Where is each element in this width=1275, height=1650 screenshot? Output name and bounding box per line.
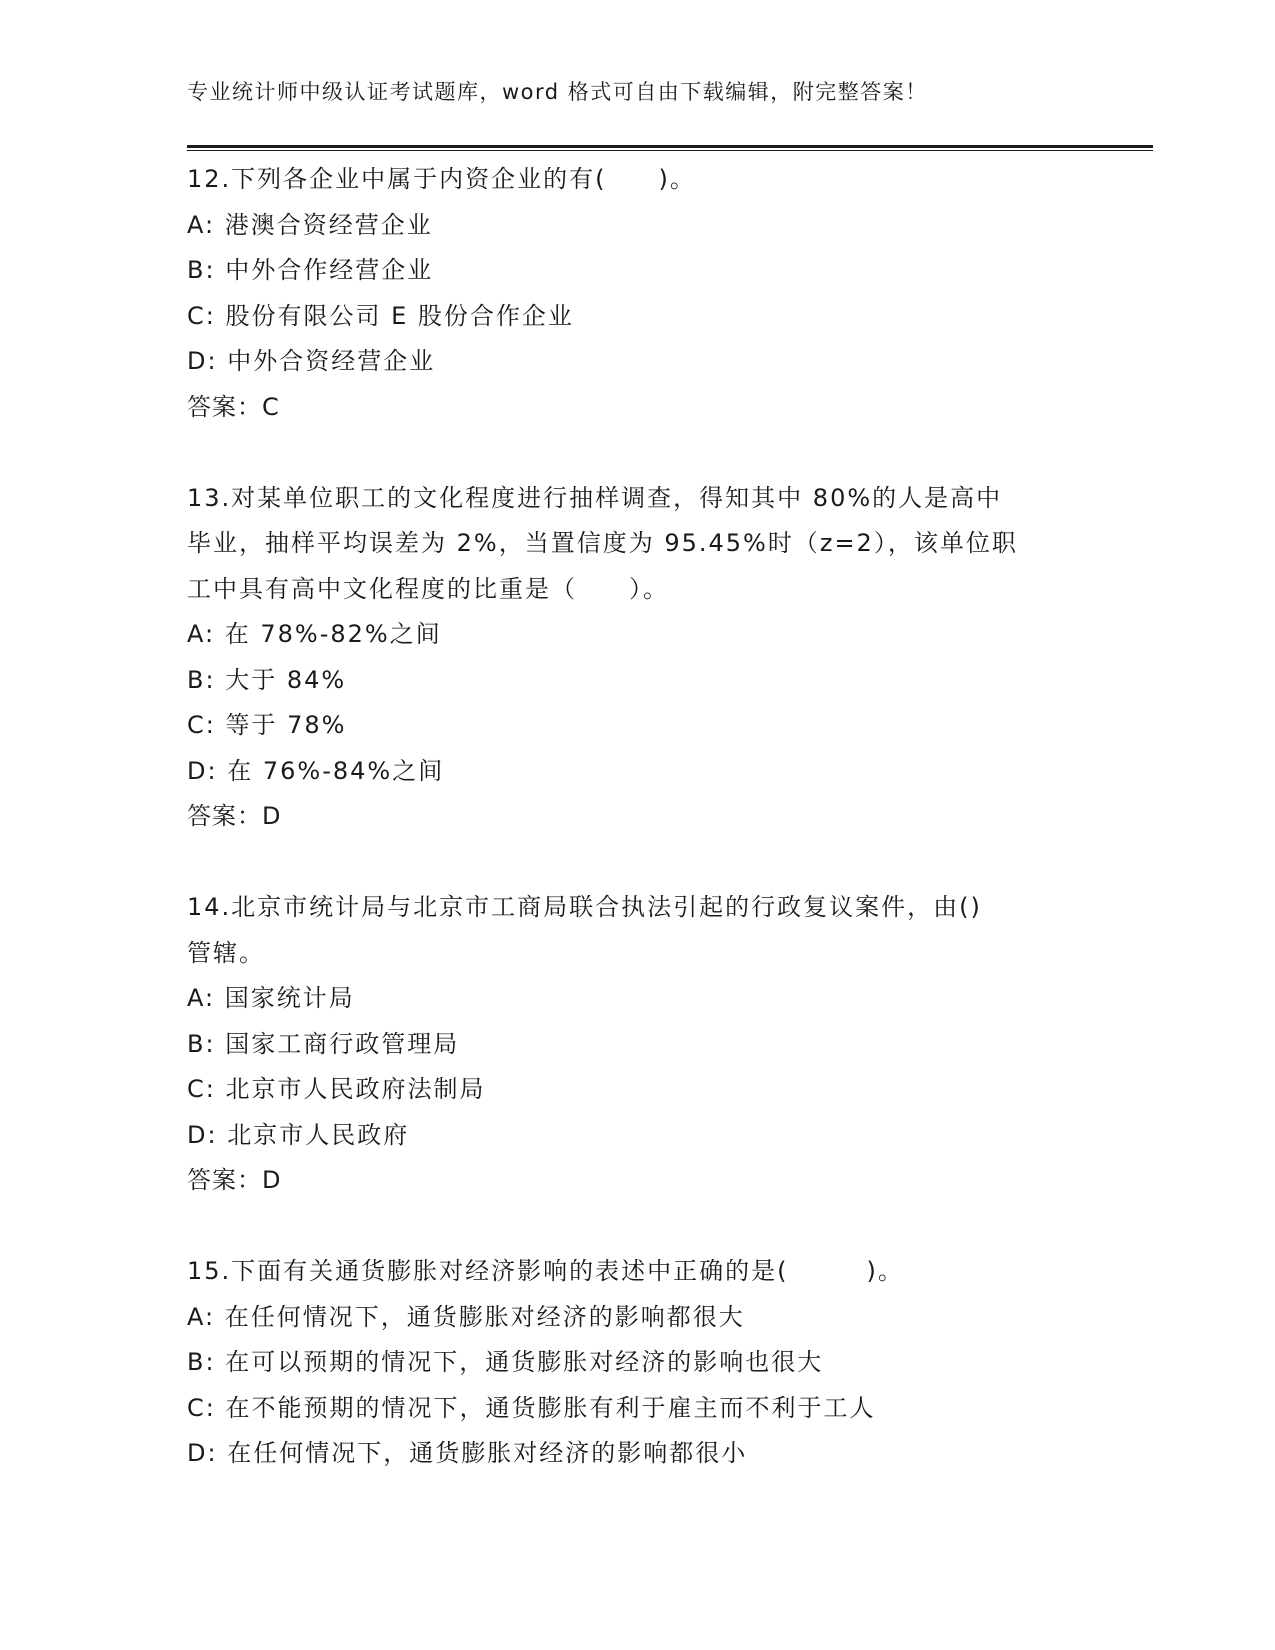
option-text: 在可以预期的情况下，通货膨胀对经济的影响也很大 (225, 1348, 824, 1376)
option-b (187, 248, 1087, 294)
option-d (187, 339, 1087, 385)
option-label: B: (187, 256, 216, 284)
question-14 (187, 885, 1087, 1204)
question-stem (187, 885, 1087, 976)
option-text: 股份有限公司 E 股份合作企业 (225, 301, 574, 330)
option-label: D: (187, 347, 218, 375)
option-text: 在 78%-82%之间 (224, 620, 442, 648)
option-text: 中外合作经营企业 (225, 256, 434, 284)
option-d (187, 1113, 1087, 1159)
option-text: 等于 78% (225, 711, 347, 739)
answer-label: 答案： (187, 802, 262, 830)
option-label: D: (187, 756, 218, 785)
option-b (187, 1022, 1087, 1068)
option-c (187, 294, 1087, 340)
option-b (187, 1340, 1087, 1386)
option-label: B: (187, 665, 216, 694)
option-text: 在 76%-84%之间 (227, 756, 445, 785)
option-label: D: (187, 1120, 218, 1149)
stem-line: 12.下列各企业中属于内资企业的有( )。 (187, 165, 696, 193)
option-text: 北京市人民政府 (227, 1120, 410, 1149)
option-text: 北京市人民政府法制局 (225, 1075, 486, 1103)
option-c (187, 1386, 1087, 1432)
answer-line (187, 1158, 1087, 1204)
option-label: D: (187, 1439, 218, 1467)
option-label: C: (187, 301, 216, 330)
page-header: 专业统计师中级认证考试题库，word 格式可自由下载编辑，附完整答案！ (187, 80, 928, 104)
option-d (187, 1431, 1087, 1477)
question-12 (187, 157, 1087, 430)
option-label: A: (187, 210, 216, 239)
stem-line: 15.下面有关通货膨胀对经济影响的表述中正确的是( )。 (187, 1257, 904, 1285)
stem-line: 管辖。 (187, 938, 265, 967)
stem-line: 毕业，抽样平均误差为 2%，当置信度为 95.45%时（z=2），该单位职 (187, 529, 1018, 557)
option-label: C: (187, 1075, 216, 1103)
option-b (187, 658, 1087, 704)
option-label: B: (187, 1348, 216, 1376)
option-text: 在任何情况下，通货膨胀对经济的影响都很大 (224, 1302, 745, 1331)
header-divider (187, 145, 1153, 151)
option-a (187, 976, 1087, 1022)
answer-label: 答案： (187, 392, 262, 421)
option-a (187, 203, 1087, 249)
option-label: A: (187, 620, 216, 648)
option-text: 国家工商行政管理局 (225, 1029, 460, 1058)
option-c (187, 1067, 1087, 1113)
answer-value: D (262, 1166, 282, 1194)
answer-line (187, 794, 1087, 840)
question-13 (187, 476, 1087, 840)
option-a (187, 612, 1087, 658)
answer-label: 答案： (187, 1166, 262, 1194)
option-c (187, 703, 1087, 749)
option-text: 中外合资经营企业 (227, 347, 436, 375)
stem-line: 工中具有高中文化程度的比重是（ ）。 (187, 574, 669, 603)
answer-value: C (262, 392, 280, 421)
option-text: 大于 84% (225, 665, 347, 694)
stem-line: 14.北京市统计局与北京市工商局联合执法引起的行政复议案件，由() (187, 893, 982, 921)
option-label: A: (187, 984, 216, 1012)
option-text: 在任何情况下，通货膨胀对经济的影响都很小 (227, 1439, 748, 1467)
option-text: 国家统计局 (224, 984, 355, 1012)
option-text: 在不能预期的情况下，通货膨胀有利于雇主而不利于工人 (225, 1393, 876, 1422)
option-label: A: (187, 1302, 216, 1331)
option-text: 港澳合资经营企业 (224, 210, 433, 239)
option-d (187, 749, 1087, 795)
question-stem (187, 476, 1087, 613)
question-stem (187, 1249, 1087, 1295)
option-label: C: (187, 1393, 216, 1422)
question-15 (187, 1249, 1087, 1477)
question-list (187, 157, 1087, 1477)
answer-line (187, 385, 1087, 431)
question-stem (187, 157, 1087, 203)
stem-line: 13.对某单位职工的文化程度进行抽样调查，得知其中 80%的人是高中 (187, 483, 1003, 512)
option-label: C: (187, 711, 216, 739)
answer-value: D (262, 802, 282, 830)
option-label: B: (187, 1029, 216, 1058)
option-a (187, 1295, 1087, 1341)
